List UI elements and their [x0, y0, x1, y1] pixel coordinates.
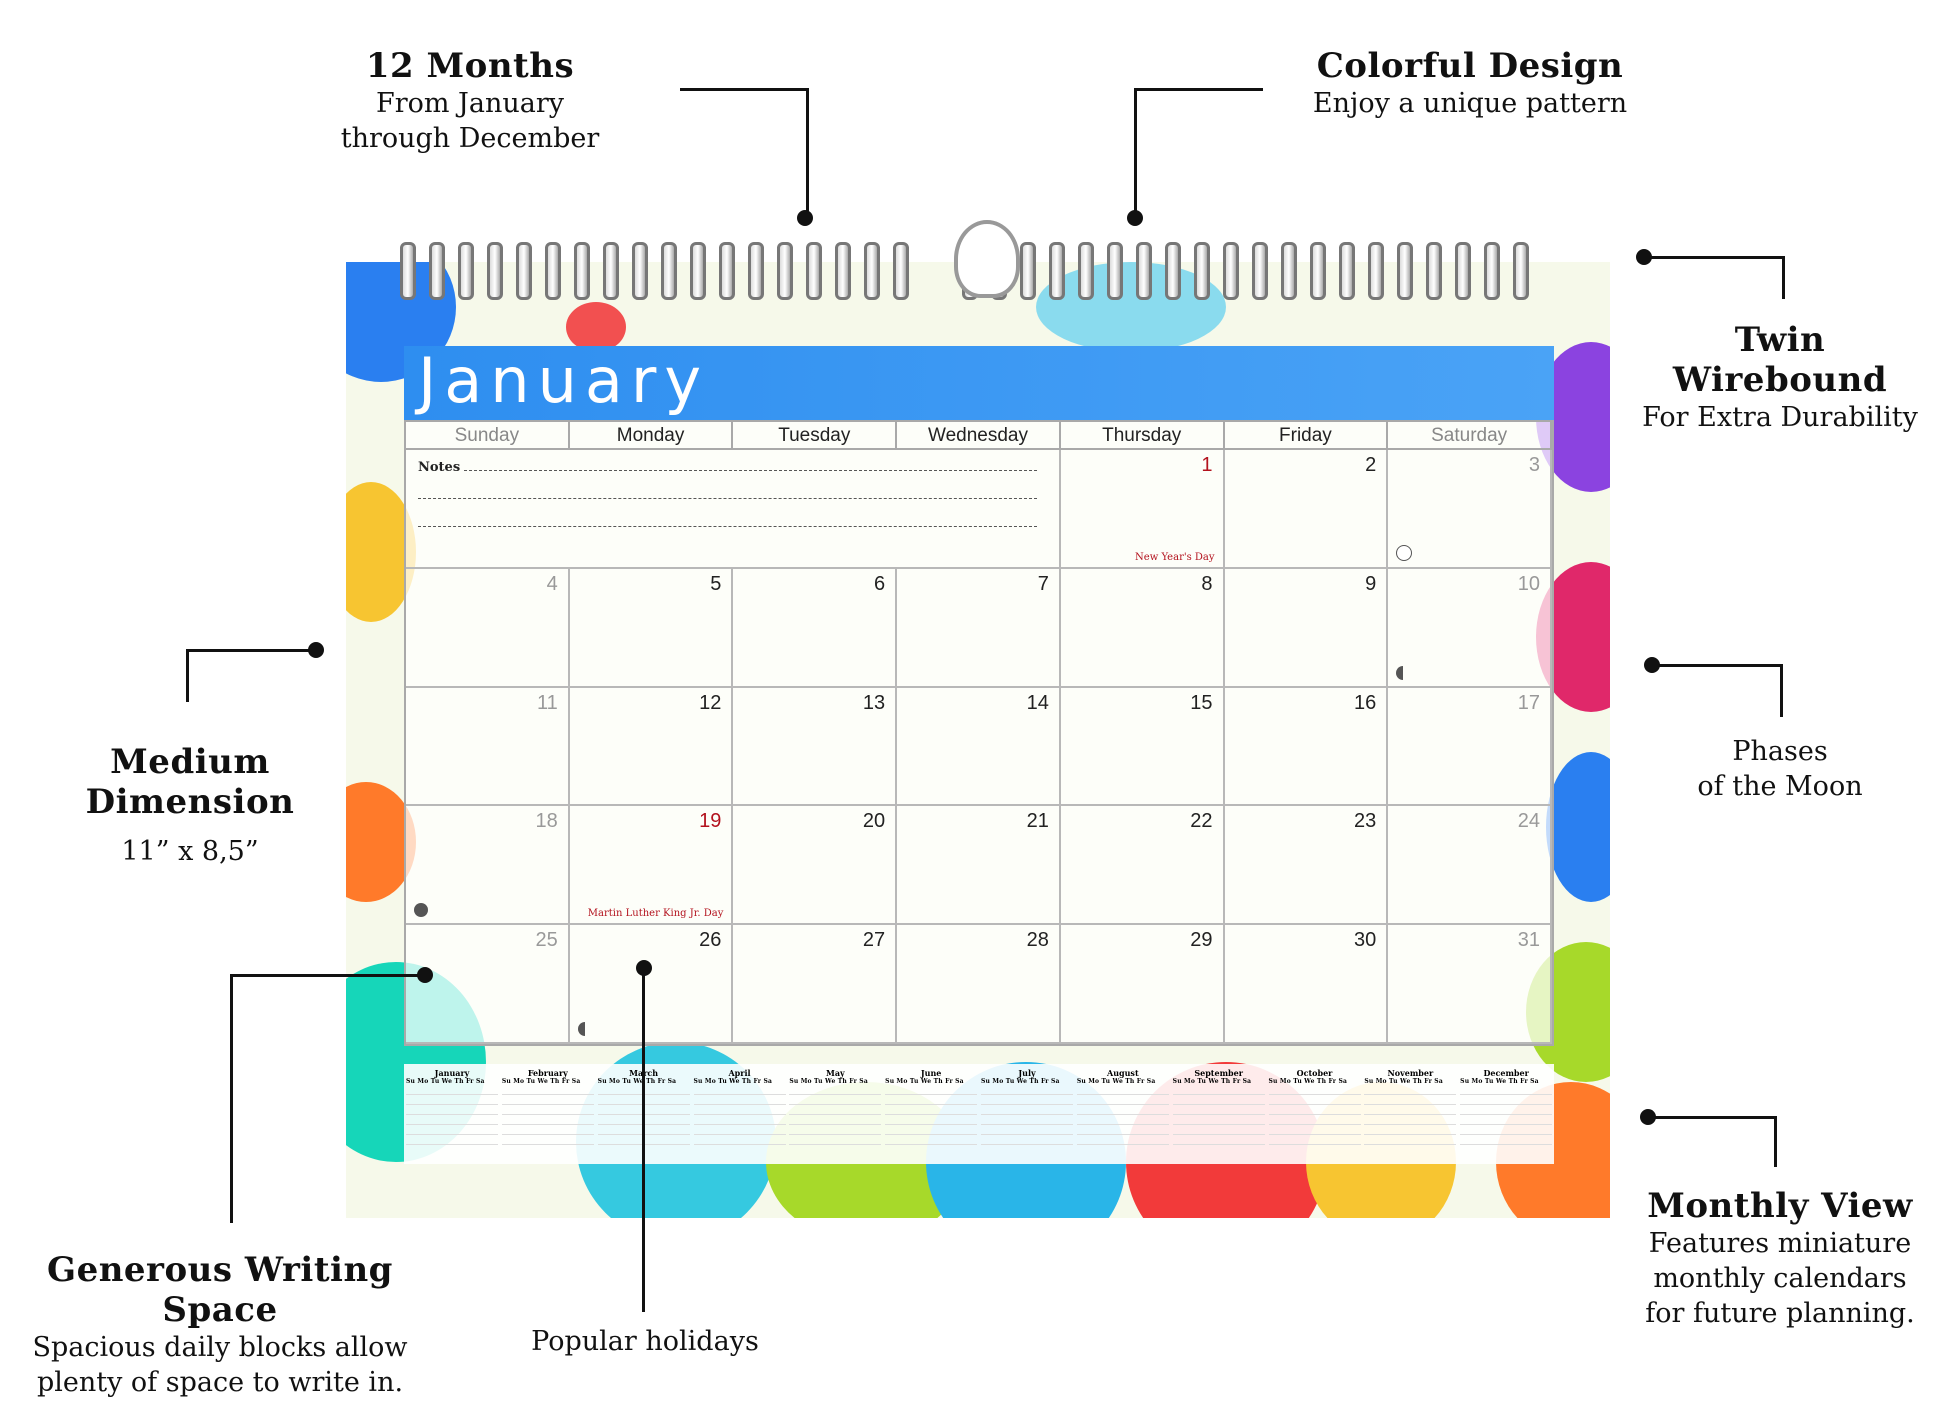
mini-week-row: [1173, 1085, 1265, 1095]
mini-month-title: July: [1018, 1068, 1036, 1078]
callout-monthly-view: [1640, 1186, 1920, 1331]
day-cell[interactable]: [406, 688, 570, 807]
wire-ring: [1339, 242, 1355, 300]
mini-week-row: [1077, 1095, 1169, 1105]
mini-month: [502, 1068, 594, 1145]
day-number: 3: [1528, 454, 1540, 476]
wire-ring: [545, 242, 561, 300]
mini-week-row: [885, 1135, 977, 1145]
callout-text: Enjoy a unique pattern: [1312, 88, 1628, 119]
month-title: January: [418, 344, 710, 417]
mini-week-row: [694, 1135, 786, 1145]
mini-week-row: [502, 1105, 594, 1115]
wire-ring: [690, 242, 706, 300]
day-number: 13: [862, 691, 886, 714]
day-cell[interactable]: [1388, 569, 1552, 688]
mini-week-row: [885, 1085, 977, 1095]
mini-week-row: [981, 1085, 1073, 1095]
weekday-header: Friday: [1225, 422, 1389, 450]
wire-ring: [1368, 242, 1384, 300]
mini-month-title: January: [434, 1068, 470, 1078]
mini-month-title: February: [527, 1068, 568, 1078]
mini-month: [1460, 1068, 1552, 1145]
day-cell[interactable]: [1388, 925, 1552, 1044]
mini-week-row: [1077, 1115, 1169, 1125]
day-number: 1: [1201, 454, 1213, 476]
calendar-grid: [404, 420, 1554, 1046]
day-number: 22: [1190, 810, 1213, 833]
wire-ring: [1252, 242, 1268, 300]
leader-line: [1134, 88, 1263, 221]
mini-week-row: [1460, 1115, 1552, 1125]
callout-text: for future planning.: [1645, 1298, 1915, 1330]
leader-line: [1652, 664, 1783, 717]
callout-text: monthly calendars: [1653, 1263, 1907, 1295]
notes-area[interactable]: [406, 450, 1061, 569]
mini-week-row: [1173, 1125, 1265, 1135]
callout-title: 12 Months: [365, 46, 575, 86]
mini-week-row: [1269, 1085, 1361, 1095]
day-cell[interactable]: [733, 806, 897, 925]
day-cell[interactable]: [733, 925, 897, 1044]
callout-text: Phases: [1732, 736, 1828, 767]
day-number: 5: [710, 572, 722, 595]
mini-week-row: [981, 1105, 1073, 1115]
moon-phase-icon: [1396, 545, 1412, 561]
leader-line: [680, 88, 809, 221]
callout-text: of the Moon: [1697, 771, 1863, 803]
wire-ring: [1397, 242, 1413, 300]
mini-weekday-header: Su Mo Tu We Th Fr Sa: [1172, 1078, 1252, 1085]
mini-month-title: November: [1387, 1068, 1434, 1078]
mini-week-row: [1077, 1085, 1169, 1095]
mini-week-row: [694, 1105, 786, 1115]
mini-month: [1077, 1068, 1169, 1145]
wire-ring: [1020, 242, 1036, 300]
mini-week-row: [789, 1095, 881, 1105]
mini-week-row: [1269, 1125, 1361, 1135]
leader-dot: [1644, 657, 1660, 673]
mini-week-row: [1364, 1115, 1456, 1125]
mini-week-row: [1460, 1095, 1552, 1105]
mini-week-row: [885, 1105, 977, 1115]
leader-line: [186, 649, 319, 702]
day-number: 29: [1190, 929, 1213, 952]
day-cell[interactable]: [897, 806, 1061, 925]
mini-month: [694, 1068, 786, 1145]
wire-ring: [777, 242, 793, 300]
wire-ring: [1484, 242, 1500, 300]
mini-week-row: [694, 1125, 786, 1135]
moon-phase-icon: [1396, 666, 1410, 680]
leader-line: [642, 966, 645, 1312]
day-number: 17: [1517, 691, 1540, 714]
mini-week-row: [1173, 1115, 1265, 1125]
day-cell[interactable]: [1388, 688, 1552, 807]
day-number: 7: [1037, 572, 1049, 595]
wire-ring: [893, 242, 909, 300]
day-number: 25: [535, 929, 558, 952]
mini-month: [1364, 1068, 1456, 1145]
wire-ring: [632, 242, 648, 300]
mini-week-row: [1460, 1105, 1552, 1115]
mini-weekday-header: Su Mo Tu We Th Fr Sa: [501, 1078, 581, 1085]
wire-ring: [1455, 242, 1471, 300]
wire-ring: [1281, 242, 1297, 300]
day-cell[interactable]: [733, 569, 897, 688]
mini-week-row: [981, 1135, 1073, 1145]
wire-ring: [1310, 242, 1326, 300]
wire-ring: [1223, 242, 1239, 300]
holiday-label: Martin Luther King Jr. Day: [587, 908, 724, 920]
day-number: 6: [874, 572, 886, 595]
wire-ring: [864, 242, 880, 300]
wire-ring: [429, 242, 445, 300]
mini-week-row: [1364, 1125, 1456, 1135]
mini-week-row: [502, 1115, 594, 1125]
mini-week-row: [1269, 1135, 1361, 1145]
mini-week-row: [885, 1095, 977, 1105]
wire-ring: [458, 242, 474, 300]
callout-popular-holidays: [500, 1324, 790, 1359]
day-number: 11: [536, 691, 558, 714]
notes-line: [464, 470, 1037, 471]
day-cell[interactable]: [570, 806, 734, 925]
mini-weekday-header: Su Mo Tu We Th Fr Sa: [1076, 1078, 1156, 1085]
day-number: 18: [535, 810, 558, 833]
day-number: 2: [1365, 454, 1377, 476]
mini-week-row: [885, 1115, 977, 1125]
mini-week-row: [1460, 1135, 1552, 1145]
mini-month-title: June: [920, 1068, 942, 1078]
mini-week-row: [789, 1105, 881, 1115]
day-cell[interactable]: [897, 925, 1061, 1044]
day-cell[interactable]: [1061, 806, 1225, 925]
mini-week-row: [502, 1085, 594, 1095]
callout-title: Medium: [110, 742, 270, 782]
day-cell[interactable]: [1225, 688, 1389, 807]
hanger-hook: [954, 220, 1020, 298]
mini-month: [885, 1068, 977, 1145]
day-number: 19: [699, 810, 722, 833]
weekday-header: Sunday: [406, 422, 570, 450]
mini-month: [981, 1068, 1073, 1145]
callout-title: Monthly View: [1647, 1186, 1913, 1226]
day-cell[interactable]: [1225, 569, 1389, 688]
mini-month-title: April: [728, 1068, 751, 1078]
wire-ring: [1165, 242, 1181, 300]
callout-text: through December: [340, 123, 600, 155]
mini-week-row: [1269, 1095, 1361, 1105]
mini-month-title: August: [1107, 1068, 1139, 1078]
day-cell[interactable]: [406, 806, 570, 925]
day-cell[interactable]: [897, 688, 1061, 807]
mini-week-row: [694, 1085, 786, 1095]
callout-text: From January: [375, 88, 565, 119]
day-number: 26: [699, 929, 722, 952]
wire-ring: [719, 242, 735, 300]
callout-twin-wirebound: [1630, 320, 1930, 435]
callout-title: Colorful Design: [1316, 46, 1624, 86]
mini-weekday-header: Su Mo Tu We Th Fr Sa: [693, 1078, 773, 1085]
wire-ring: [806, 242, 822, 300]
mini-weekday-header: Su Mo Tu We Th Fr Sa: [406, 1078, 485, 1085]
wire-ring: [574, 242, 590, 300]
mini-month-title: March: [629, 1068, 659, 1078]
day-cell[interactable]: [570, 688, 734, 807]
mini-week-row: [1269, 1105, 1361, 1115]
day-cell[interactable]: [1061, 688, 1225, 807]
callout-medium-dimension: [60, 742, 320, 869]
leader-dot: [1636, 249, 1652, 265]
day-cell[interactable]: [1061, 925, 1225, 1044]
mini-week-row: [1173, 1105, 1265, 1115]
day-cell[interactable]: [1225, 806, 1389, 925]
day-cell[interactable]: [406, 569, 570, 688]
day-number: 8: [1201, 572, 1213, 595]
callout-title: Dimension: [85, 782, 295, 822]
mini-week-row: [1364, 1135, 1456, 1145]
mini-month: [1173, 1068, 1265, 1145]
leader-dot: [417, 967, 433, 983]
day-number: 24: [1517, 810, 1540, 833]
notes-line: [418, 526, 1037, 527]
callout-text: Features miniature: [1648, 1228, 1912, 1259]
mini-month-title: October: [1296, 1068, 1333, 1078]
callout-moon-phases: [1660, 734, 1900, 804]
day-cell[interactable]: [1061, 569, 1225, 688]
weekday-header: Tuesday: [733, 422, 897, 450]
callout-title: Twin Wirebound: [1672, 320, 1888, 400]
wire-ring: [1107, 242, 1123, 300]
wire-ring: [661, 242, 677, 300]
leader-dot: [797, 210, 813, 226]
callout-12-months: [330, 46, 610, 156]
weekday-header: Monday: [570, 422, 734, 450]
mini-week-row: [885, 1125, 977, 1135]
wire-ring: [400, 242, 416, 300]
callout-title: Generous Writing Space: [47, 1250, 393, 1330]
day-cell[interactable]: [570, 925, 734, 1044]
mini-calendars: [404, 1064, 1554, 1164]
day-number: 14: [1026, 691, 1049, 714]
mini-week-row: [789, 1125, 881, 1135]
mini-week-row: [789, 1135, 881, 1145]
mini-week-row: [1173, 1095, 1265, 1105]
callout-text: Spacious daily blocks allow: [32, 1332, 408, 1363]
day-cell[interactable]: [733, 688, 897, 807]
mini-week-row: [502, 1125, 594, 1135]
mini-week-row: [1077, 1135, 1169, 1145]
day-cell[interactable]: [1388, 450, 1552, 569]
weekday-header: Wednesday: [897, 422, 1061, 450]
wire-ring: [487, 242, 503, 300]
day-cell[interactable]: [406, 925, 570, 1044]
mini-week-row: [1269, 1115, 1361, 1125]
wire-ring: [1136, 242, 1152, 300]
day-number: 15: [1190, 691, 1213, 714]
callout-colorful-design: [1310, 46, 1630, 121]
flower-decoration: [1546, 752, 1610, 902]
day-number: 28: [1026, 929, 1049, 952]
mini-week-row: [1460, 1125, 1552, 1135]
day-number: 31: [1517, 929, 1540, 952]
day-cell[interactable]: [570, 569, 734, 688]
notes-line: [418, 498, 1037, 499]
mini-week-row: [981, 1095, 1073, 1105]
mini-week-row: [1364, 1095, 1456, 1105]
callout-text: plenty of space to write in.: [36, 1367, 404, 1399]
mini-week-row: [789, 1085, 881, 1095]
wire-ring: [1426, 242, 1442, 300]
day-number: 16: [1354, 691, 1377, 714]
mini-month: [1269, 1068, 1361, 1145]
leader-dot: [636, 960, 652, 976]
day-cell[interactable]: [1225, 450, 1389, 569]
mini-month-title: May: [825, 1068, 845, 1078]
day-cell[interactable]: [1061, 450, 1225, 569]
mini-week-row: [1364, 1105, 1456, 1115]
mini-weekday-header: Su Mo Tu We Th Fr Sa: [789, 1078, 868, 1085]
day-number: 4: [546, 572, 558, 595]
mini-weekday-header: Su Mo Tu We Th Fr Sa: [981, 1078, 1060, 1085]
leader-line: [1644, 256, 1785, 299]
mini-week-row: [1364, 1085, 1456, 1095]
leader-dot: [1127, 210, 1143, 226]
day-cell[interactable]: [897, 569, 1061, 688]
moon-phase-icon: [414, 903, 428, 917]
day-number: 20: [862, 810, 886, 833]
mini-week-row: [502, 1095, 594, 1105]
mini-week-row: [694, 1095, 786, 1105]
day-number: 21: [1026, 810, 1049, 833]
leader-dot: [308, 642, 324, 658]
day-number: 9: [1365, 572, 1377, 595]
wire-ring: [1513, 242, 1529, 300]
mini-weekday-header: Su Mo Tu We Th Fr Sa: [597, 1078, 677, 1085]
mini-weekday-header: Su Mo Tu We Th Fr Sa: [1460, 1078, 1539, 1085]
wire-ring: [1194, 242, 1210, 300]
mini-month: [789, 1068, 881, 1145]
mini-weekday-header: Su Mo Tu We Th Fr Sa: [885, 1078, 964, 1085]
mini-week-row: [1460, 1085, 1552, 1095]
mini-weekday-header: Su Mo Tu We Th Fr Sa: [1364, 1078, 1443, 1085]
callout-text: For Extra Durability: [1642, 402, 1918, 433]
wire-ring: [1078, 242, 1094, 300]
dimension-size: 11” x 8,5”: [121, 836, 259, 867]
mini-week-row: [1173, 1135, 1265, 1145]
mini-week-row: [789, 1115, 881, 1125]
wire-ring: [1049, 242, 1065, 300]
moon-phase-icon: [578, 1022, 592, 1036]
day-cell[interactable]: [1388, 806, 1552, 925]
day-number: 23: [1354, 810, 1377, 833]
leader-line: [1648, 1116, 1777, 1167]
holiday-label: New Year's Day: [1135, 551, 1215, 563]
day-cell[interactable]: [1225, 925, 1389, 1044]
mini-week-row: [502, 1135, 594, 1145]
mini-month-title: September: [1194, 1068, 1243, 1078]
day-number: 27: [862, 929, 886, 952]
mini-week-row: [694, 1115, 786, 1125]
mini-week-row: [1077, 1105, 1169, 1115]
weekday-header: Thursday: [1061, 422, 1225, 450]
leader-line: [230, 974, 429, 1223]
mini-month-title: December: [1483, 1068, 1529, 1078]
notes-label: Notes: [418, 460, 461, 475]
mini-week-row: [1077, 1125, 1169, 1135]
day-number: 12: [699, 691, 722, 714]
mini-week-row: [981, 1125, 1073, 1135]
day-number: 10: [1517, 572, 1540, 595]
day-number: 30: [1354, 929, 1377, 952]
wire-ring: [516, 242, 532, 300]
wire-ring: [603, 242, 619, 300]
wire-ring: [748, 242, 764, 300]
mini-week-row: [981, 1115, 1073, 1125]
callout-text: Popular holidays: [531, 1326, 759, 1357]
wire-ring: [835, 242, 851, 300]
leader-dot: [1640, 1109, 1656, 1125]
weekday-header: Saturday: [1388, 422, 1552, 450]
callout-writing-space: [20, 1250, 420, 1400]
mini-weekday-header: Su Mo Tu We Th Fr Sa: [1268, 1078, 1348, 1085]
